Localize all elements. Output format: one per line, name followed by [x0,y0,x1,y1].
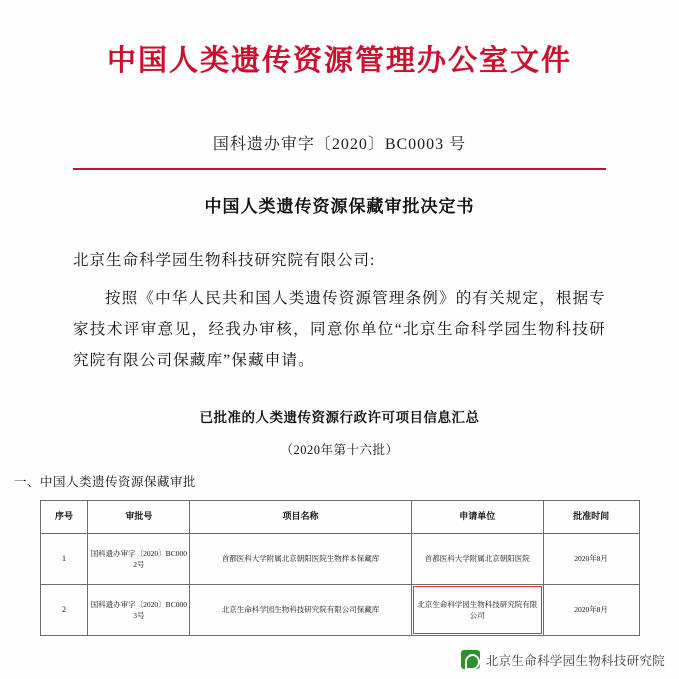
cell-date: 2020年8月 [543,533,639,584]
table-header-row [40,500,639,533]
column-header-code: 审批号 [88,500,190,533]
cell-unit-highlighted [411,584,543,635]
addressee-line: 北京生命科学园生物科技研究院有限公司: [73,252,376,269]
section-heading: 一、中国人类遗传资源保藏审批 [14,474,197,489]
cell-no: 2 [40,584,88,635]
brand-name: 北京生命科学园生物科技研究院 [485,653,665,668]
cell-name: 北京生命科学园生物科技研究院有限公司保藏库 [190,584,412,635]
column-header-name: 项目名称 [190,500,412,533]
cell-no: 1 [40,533,88,584]
body-paragraph: 按照《中华人民共和国人类遗传资源管理条例》的有关规定，根据专家技术评审意见，经我办审核，同意你单位“北京生命科学园生物科技研究院有限公司保藏库”保藏申请。 [73,289,607,369]
footer-brand [461,650,665,669]
highlight-rectangle [413,586,542,634]
document-subtitle: 中国人类遗传资源保藏审批决定书 [204,197,475,216]
table-row [40,584,639,635]
batch-line: （2020年第十六批） [280,442,399,457]
cell-code: 国科遗办审字〔2020〕BC0003号 [88,584,190,635]
cell-unit: 首都医科大学附属北京朝阳医院 [411,533,543,584]
red-divider [73,168,606,170]
document-body [73,217,606,376]
approval-table-wrapper [40,500,640,636]
column-header-unit: 申请单位 [411,500,543,533]
approval-table [40,500,640,636]
approved-summary-title: 已批准的人类遗传资源行政许可项目信息汇总 [199,409,480,425]
table-row [40,533,639,584]
document-title: 中国人类遗传资源管理办公室文件 [106,45,572,77]
column-header-no: 序号 [40,500,88,533]
cell-date: 2020年8月 [543,584,639,635]
cell-name: 首都医科大学附属北京朝阳医院生物样本保藏库 [190,533,412,584]
cell-unit-text: 北京生命科学园生物科技研究院有限公司 [417,599,538,620]
column-header-date: 批准时间 [543,500,639,533]
leaf-logo-icon [461,650,480,669]
cell-code: 国科遗办审字〔2020〕BC0002号 [88,533,190,584]
document-number: 国科遗办审字〔2020〕BC0003 号 [212,136,467,153]
